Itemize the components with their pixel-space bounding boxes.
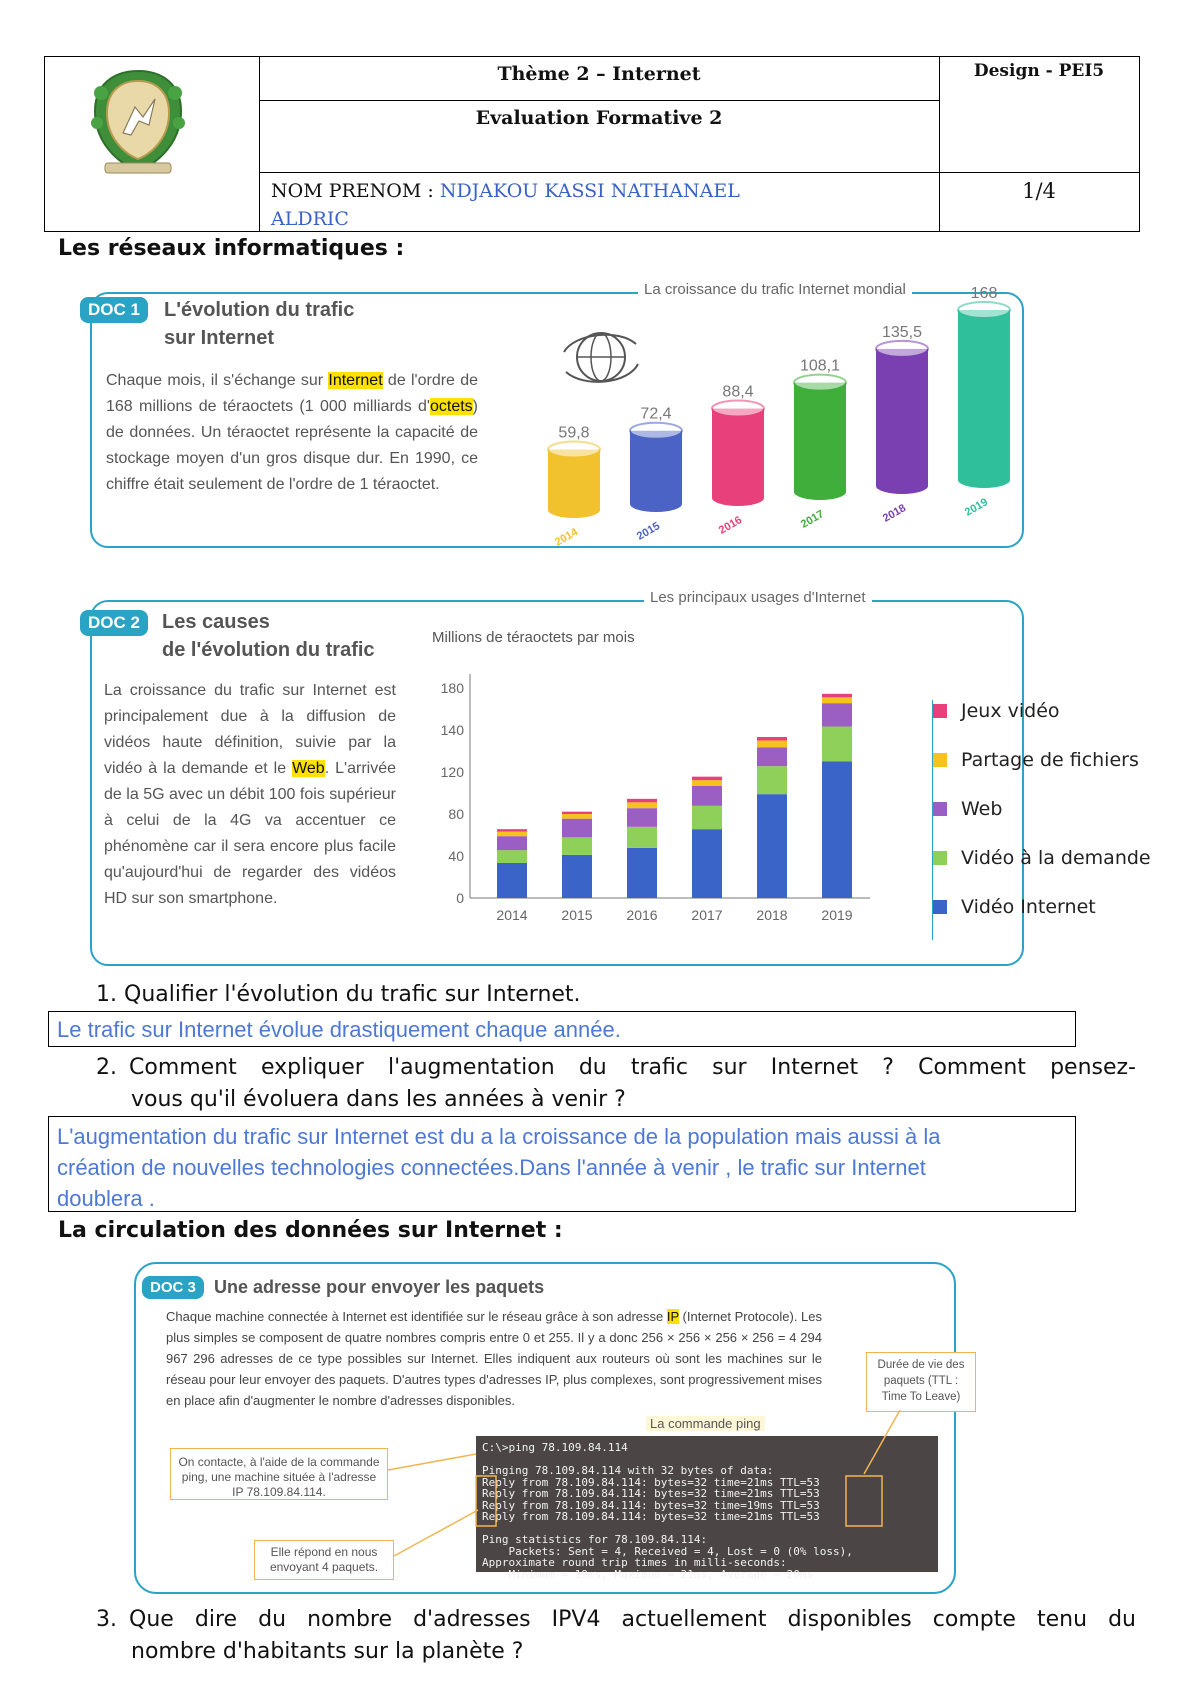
legend-swatch xyxy=(933,753,947,767)
stacked-bar-segment xyxy=(822,697,852,703)
highlight-ip: IP xyxy=(666,1309,679,1324)
x-tick-label: 2017 xyxy=(691,907,723,923)
answer-box-2[interactable] xyxy=(48,1116,1076,1212)
legend-swatch xyxy=(933,802,947,816)
stacked-bar-segment xyxy=(692,777,722,781)
y-tick-label: 140 xyxy=(440,722,464,738)
cylinder-bar xyxy=(712,409,764,498)
page-number: 1/4 xyxy=(1022,179,1056,203)
header-divider xyxy=(259,100,939,101)
legend-item xyxy=(933,798,1002,820)
answer-text: Le trafic sur Internet évolue drastiquement chaque année. xyxy=(57,1017,621,1042)
x-tick-label: 2019 xyxy=(821,907,853,923)
highlight-web: Web xyxy=(292,760,325,777)
legend-swatch xyxy=(933,900,947,914)
stacked-bar-segment xyxy=(822,762,852,899)
school-crest-logo xyxy=(83,63,193,179)
cylinder-top xyxy=(794,375,846,391)
chart-legend xyxy=(932,700,1203,940)
stacked-bar-segment xyxy=(497,863,527,898)
legend-swatch xyxy=(933,851,947,865)
doc3-text-part: Chaque machine connectée à Internet est identifiée sur le réseau grâce à son adresse xyxy=(166,1309,667,1324)
question-number: 3. xyxy=(96,1607,117,1632)
question-number: 1. xyxy=(96,982,117,1007)
stacked-bar-segment xyxy=(692,829,722,898)
student-name-line1: NDJAKOU KASSI NATHANAEL xyxy=(439,180,740,202)
stacked-bar-segment xyxy=(757,741,787,748)
y-tick-label: 0 xyxy=(456,890,464,906)
doc3-text-part: (Internet Protocole). Les plus simples se composent de quatre nombres compris entre 0 et 255. Il y a donc 256 × 256 × 256 × 256 = 4 294 967 296 adresses de ce type possibles sur Internet. Elles indiquent aux routeurs où sont les machines sur le réseau pour leur envoyer des paquets. D'autres types d'adresses IP, plus complexes, sont progressivement mises en place afin d'augmenter le nombre d'adresses disponibles. xyxy=(166,1309,823,1408)
doc3-text xyxy=(166,1306,822,1411)
doc2-text-part: . L'arrivée de la 5G avec un débit 100 fois supérieur à celui de la 4G va accentuer ce phénomène car il sera encore plus facile qu'aujourd'hui de regarder des vidéos HD sur son smartphone. xyxy=(104,760,397,907)
stacked-bar-segment xyxy=(562,855,592,898)
legend-item xyxy=(933,700,1060,722)
doc2-stacked-chart xyxy=(430,628,930,938)
student-name-line2: ALDRIC xyxy=(271,208,349,230)
cylinder-value-label: 168 xyxy=(970,285,998,302)
cylinder-base xyxy=(548,502,600,518)
stacked-bar-segment xyxy=(757,794,787,898)
header-divider xyxy=(939,57,940,231)
legend-swatch xyxy=(933,704,947,718)
cylinder-top xyxy=(712,401,764,417)
cylinder-base xyxy=(630,496,682,512)
cylinder-bar xyxy=(794,383,846,492)
stacked-bar-segment xyxy=(822,694,852,698)
reply-highlight-box xyxy=(476,1476,496,1526)
doc2-text-part: La croissance du trafic sur Internet est principalement due à la diffusion de vidéos haute définition, suivie par la vidéo à la demande et le xyxy=(104,682,396,777)
ping-caption: La commande ping xyxy=(646,1416,765,1431)
question-text: Qualifier l'évolution du trafic sur Internet. xyxy=(124,982,581,1007)
doc2-text xyxy=(104,678,396,912)
stacked-bar-segment xyxy=(497,850,527,863)
cylinder-value-label: 59,8 xyxy=(558,424,590,442)
stacked-bar-segment xyxy=(757,737,787,741)
legend-item xyxy=(933,847,1151,869)
legend-label: Jeux vidéo xyxy=(961,700,1060,722)
design-label: Design - PEI5 xyxy=(973,61,1105,81)
doc2-tag: DOC 2 xyxy=(80,610,148,636)
doc1-title xyxy=(164,296,354,352)
stacked-bar-segment xyxy=(822,727,852,762)
theme-title: Thème 2 – Internet xyxy=(497,63,701,85)
cylinder-bar xyxy=(548,449,600,510)
doc1-tag: DOC 1 xyxy=(80,297,148,323)
reply-note: Elle répond en nous envoyant 4 paquets. xyxy=(254,1540,394,1580)
question-text: Que dire du nombre d'adresses IPV4 actuellement disponibles compte tenu du xyxy=(129,1607,1136,1632)
doc2-title xyxy=(162,608,375,664)
answer-line: L'augmentation du trafic sur Internet est du a la croissance de la population mais aussi à la xyxy=(57,1124,941,1149)
cylinder-bar xyxy=(958,310,1010,480)
contact-note: On contacte, à l'aide de la commande ping, une machine située à l'adresse IP 78.109.84.114. xyxy=(170,1448,388,1500)
cylinder-year-label: 2015 xyxy=(634,520,663,543)
legend-label: Vidéo Internet xyxy=(961,896,1096,918)
cylinder-base xyxy=(876,478,928,494)
question-text: nombre d'habitants sur la planète ? xyxy=(131,1639,524,1664)
x-tick-label: 2015 xyxy=(561,907,593,923)
y-axis-label: Millions de téraoctets par mois xyxy=(432,629,635,646)
highlight-internet: Internet xyxy=(328,372,383,389)
doc3-arrows xyxy=(380,1440,960,1580)
stacked-bar-segment xyxy=(562,812,592,814)
stacked-bar-segment xyxy=(497,836,527,850)
doc1-text-part: ) de données. Un téraoctet représente la capacité de stockage moyen d'un gros disque dur. En 1990, ce chiffre était seulement de l'ordre de 1 téraoctet. xyxy=(106,398,478,493)
cylinder-top xyxy=(548,441,600,457)
stacked-bar-segment xyxy=(627,802,657,808)
header-table xyxy=(44,56,1140,232)
stacked-bar-segment xyxy=(562,837,592,855)
legend-label: Partage de fichiers xyxy=(961,749,1139,771)
cylinder-year-label: 2016 xyxy=(716,514,745,537)
cylinder-year-label: 2014 xyxy=(552,526,581,549)
cylinder-top xyxy=(958,302,1010,318)
x-tick-label: 2018 xyxy=(756,907,788,923)
highlight-octets: octets xyxy=(429,398,473,415)
question-text: Comment expliquer l'augmentation du trafic sur Internet ? Comment pensez- xyxy=(129,1055,1136,1080)
answer-line: création de nouvelles technologies connectées.Dans l'année à venir , le trafic sur Internet xyxy=(57,1155,926,1180)
stacked-bar-segment xyxy=(627,827,657,848)
doc1-title-line1: L'évolution du trafic xyxy=(164,299,355,321)
doc1-title-line2: sur Internet xyxy=(164,327,275,349)
stacked-bar-segment xyxy=(757,766,787,794)
cylinder-bar xyxy=(876,349,928,486)
stacked-bar-segment xyxy=(497,832,527,837)
y-tick-label: 180 xyxy=(440,680,464,696)
arrow-line xyxy=(394,1510,478,1556)
cylinder-year-label: 2018 xyxy=(880,502,909,525)
ping-terminal: C:\>ping 78.109.84.114 Pinging 78.109.84.114 with 32 bytes of data: Reply from 78.109.84.114: bytes=32 time=21ms TTL=53 Reply from 78.109.84.114: bytes=32 time=21ms TTL=53 Reply from 78.109.84.114: bytes=32 time=19ms TTL=53 Reply from 78.109.84.114: bytes=32 time=21ms TTL=53 Ping statistics for 78.109.84.114: Packets: Sent = 4, Received = 4, Lost = 0 (0% loss), Approximate round trip times in milli-seconds: Minimum = 19ms, Maximum = 21ms, Average = 20ms xyxy=(476,1436,938,1572)
cylinder-value-label: 72,4 xyxy=(640,405,672,423)
x-tick-label: 2014 xyxy=(496,907,528,923)
cylinder-value-label: 88,4 xyxy=(722,383,754,401)
doc1-text-part: de l'ordre de 168 millions de téraoctets (1 000 milliards d' xyxy=(106,372,479,415)
stacked-bar-segment xyxy=(562,819,592,838)
stacked-bar-segment xyxy=(757,748,787,767)
cylinder-value-label: 135,5 xyxy=(881,323,923,341)
question-3 xyxy=(96,1604,1136,1668)
arrow-line xyxy=(388,1454,476,1470)
doc2-subtitle: Les principaux usages d'Internet xyxy=(644,589,872,606)
doc3-tag: DOC 3 xyxy=(142,1276,204,1299)
question-1 xyxy=(96,982,581,1007)
stacked-bar-segment xyxy=(627,799,657,803)
stacked-bar-segment xyxy=(627,848,657,898)
y-tick-label: 40 xyxy=(448,848,464,864)
legend-label: Web xyxy=(961,798,1003,820)
cylinder-top xyxy=(630,423,682,439)
legend-item xyxy=(933,749,1139,771)
question-line xyxy=(96,1052,1136,1084)
question-number: 2. xyxy=(96,1055,117,1080)
stacked-bar-segment xyxy=(562,814,592,819)
doc1-text xyxy=(106,368,478,498)
header-divider xyxy=(259,172,1139,173)
cylinder-value-label: 108,1 xyxy=(799,357,841,375)
cylinder-top xyxy=(876,341,928,357)
cylinder-year-label: 2019 xyxy=(962,496,991,519)
ttl-highlight-box xyxy=(846,1476,882,1526)
cylinder-year-label: 2017 xyxy=(798,508,827,531)
cylinder-base xyxy=(712,490,764,506)
cylinder-bar xyxy=(630,431,682,504)
x-tick-label: 2016 xyxy=(626,907,658,923)
question-2 xyxy=(96,1052,1136,1116)
doc2-title-line2: de l'évolution du trafic xyxy=(162,639,375,661)
legend-item xyxy=(933,896,1096,918)
doc3-title: Une adresse pour envoyer les paquets xyxy=(214,1277,545,1297)
answer-box-1[interactable] xyxy=(48,1011,1076,1047)
ttl-note: Durée de vie des paquets (TTL : Time To Leave) xyxy=(866,1352,976,1412)
stacked-bar-segment xyxy=(627,808,657,827)
student-name-field xyxy=(271,177,740,233)
stacked-bar-segment xyxy=(692,806,722,829)
doc1-text-part: Chaque mois, il s'échange sur xyxy=(106,372,329,389)
question-line xyxy=(96,1604,1136,1636)
stacked-bar-segment xyxy=(497,829,527,831)
y-tick-label: 80 xyxy=(448,806,464,822)
cylinder-base xyxy=(794,484,846,500)
section-title: Les réseaux informatiques : xyxy=(58,236,405,261)
name-label: NOM PRENOM : xyxy=(271,180,434,202)
question-text: vous qu'il évoluera dans les années à venir ? xyxy=(131,1087,626,1112)
y-tick-label: 120 xyxy=(440,764,464,780)
evaluation-title: Evaluation Formative 2 xyxy=(475,107,723,129)
stacked-bar-segment xyxy=(692,786,722,806)
stacked-bar-segment xyxy=(692,780,722,786)
answer-text xyxy=(57,1121,941,1214)
doc1-subtitle: La croissance du trafic Internet mondial xyxy=(638,281,912,298)
doc2-title-line1: Les causes xyxy=(162,611,270,633)
legend-label: Vidéo à la demande xyxy=(961,847,1151,869)
cylinder-base xyxy=(958,472,1010,488)
answer-line: doublera . xyxy=(57,1186,155,1211)
stacked-bar-segment xyxy=(822,703,852,726)
section-title: La circulation des données sur Internet : xyxy=(58,1218,563,1243)
